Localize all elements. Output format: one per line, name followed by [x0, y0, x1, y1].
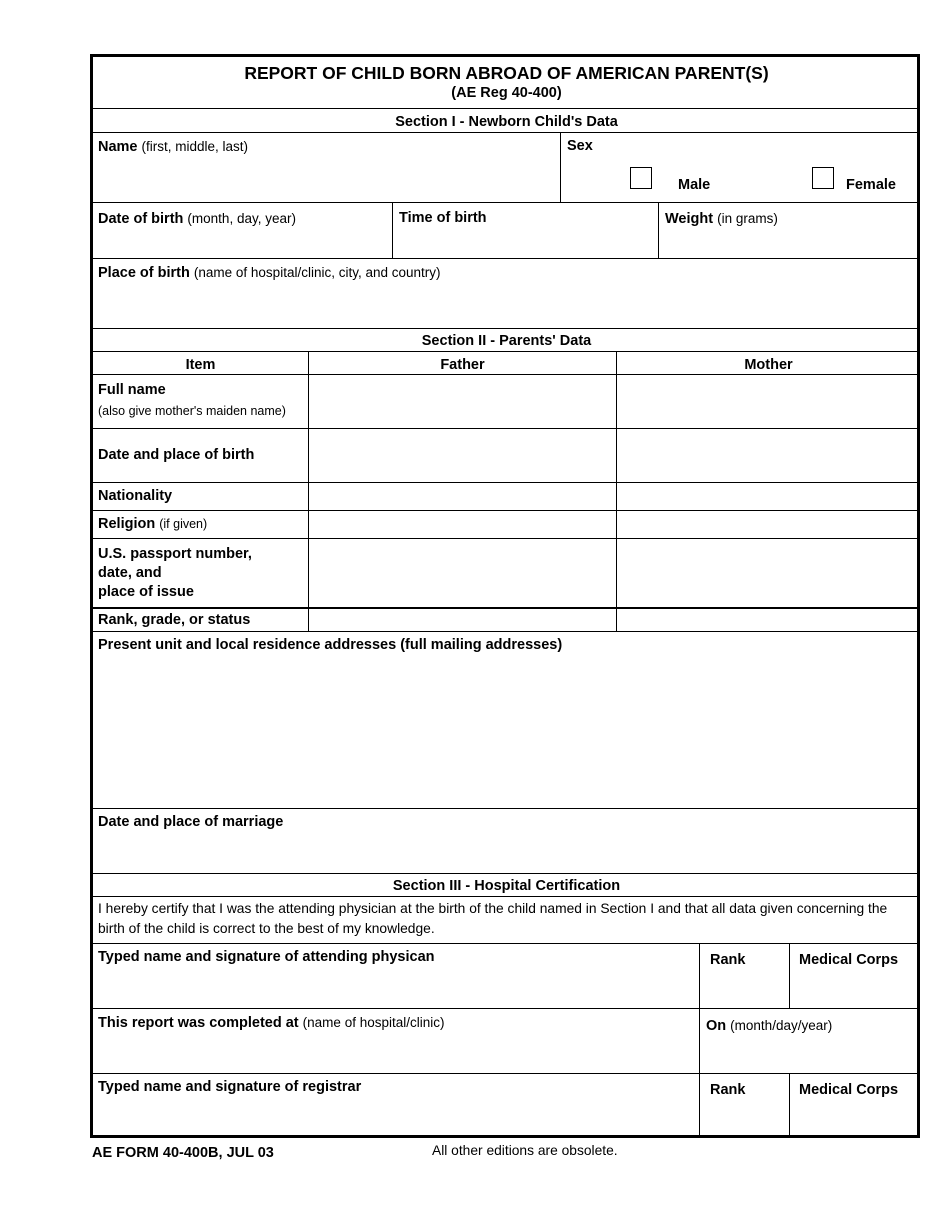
physician-signature-label: Typed name and signature of attending physican — [98, 949, 435, 965]
father-rank-field[interactable] — [310, 609, 615, 630]
form-title: REPORT OF CHILD BORN ABROAD OF AMERICAN PARENT(S) — [244, 63, 769, 83]
father-nationality-field[interactable] — [310, 483, 615, 509]
physician-corps-label: Medical Corps — [799, 952, 899, 968]
registrar-corps-label: Medical Corps — [799, 1082, 899, 1098]
passport-label-line1: U.S. passport number, — [98, 546, 252, 562]
passport-label-line3: place of issue — [98, 584, 194, 600]
divider — [93, 873, 920, 874]
weight-label: Weight (in grams) — [665, 211, 778, 227]
mother-dob-place-field[interactable] — [618, 429, 920, 481]
male-checkbox[interactable] — [630, 167, 652, 189]
report-form — [90, 54, 920, 1138]
registrar-rank-label: Rank — [710, 1082, 746, 1098]
column-header-item: Item — [185, 357, 216, 373]
father-full-name-field[interactable] — [310, 375, 615, 427]
addresses-label: Present unit and local residence addresses (full mailing addresses) — [98, 637, 563, 653]
column-header-father: Father — [440, 357, 485, 373]
divider — [789, 1073, 790, 1138]
child-name-label: Name (first, middle, last) — [98, 139, 249, 155]
certification-text: I hereby certify that I was the attending physician at the birth of the child named in Section I and that all data given concerning the birth of the child is correct to the best of my knowledge. — [98, 901, 888, 936]
completed-at-label: This report was completed at (name of hospital/clinic) — [98, 1015, 445, 1031]
full-name-hint: (also give mother's maiden name) — [98, 404, 286, 418]
passport-label-line2: date, and — [98, 565, 162, 581]
section3-heading: Section III - Hospital Certification — [392, 878, 621, 894]
form-id: AE FORM 40-400B, JUL 03 — [92, 1145, 274, 1161]
sex-label: Sex — [567, 138, 593, 154]
mother-nationality-field[interactable] — [618, 483, 920, 509]
registrar-signature-label: Typed name and signature of registrar — [98, 1079, 362, 1095]
marriage-label: Date and place of marriage — [98, 814, 284, 830]
divider — [789, 943, 790, 1009]
rank-grade-status-label: Rank, grade, or status — [98, 612, 251, 628]
obsolete-note: All other editions are obsolete. — [432, 1143, 618, 1158]
physician-rank-label: Rank — [710, 952, 746, 968]
completed-on-label: On (month/day/year) — [706, 1018, 833, 1034]
father-religion-field[interactable] — [310, 511, 615, 537]
section2-heading: Section II - Parents' Data — [421, 333, 592, 349]
mother-full-name-field[interactable] — [618, 375, 920, 427]
mother-rank-field[interactable] — [618, 609, 920, 630]
divider — [93, 896, 920, 897]
father-dob-place-field[interactable] — [310, 429, 615, 481]
divider — [93, 108, 920, 109]
section1-heading: Section I - Newborn Child's Data — [395, 114, 618, 130]
place-of-birth-label: Place of birth (name of hospital/clinic, city, and country) — [98, 265, 441, 281]
time-of-birth-label: Time of birth — [399, 210, 487, 226]
column-header-mother: Mother — [744, 357, 793, 373]
form-subtitle: (AE Reg 40-400) — [451, 85, 562, 101]
mother-passport-field[interactable] — [618, 539, 920, 607]
female-label: Female — [846, 177, 896, 193]
divider — [616, 351, 617, 631]
divider — [93, 351, 920, 352]
father-passport-field[interactable] — [310, 539, 615, 607]
nationality-label: Nationality — [98, 488, 173, 504]
addresses-field[interactable] — [93, 632, 920, 807]
divider — [93, 328, 920, 329]
full-name-label: Full name — [98, 382, 166, 398]
child-dob-label: Date of birth (month, day, year) — [98, 211, 296, 227]
divider — [699, 943, 700, 1138]
female-checkbox[interactable] — [812, 167, 834, 189]
male-label: Male — [678, 177, 711, 193]
religion-label: Religion (if given) — [98, 516, 208, 532]
mother-religion-field[interactable] — [618, 511, 920, 537]
divider — [560, 132, 561, 202]
parent-dob-place-label: Date and place of birth — [98, 447, 255, 463]
divider — [308, 351, 309, 631]
